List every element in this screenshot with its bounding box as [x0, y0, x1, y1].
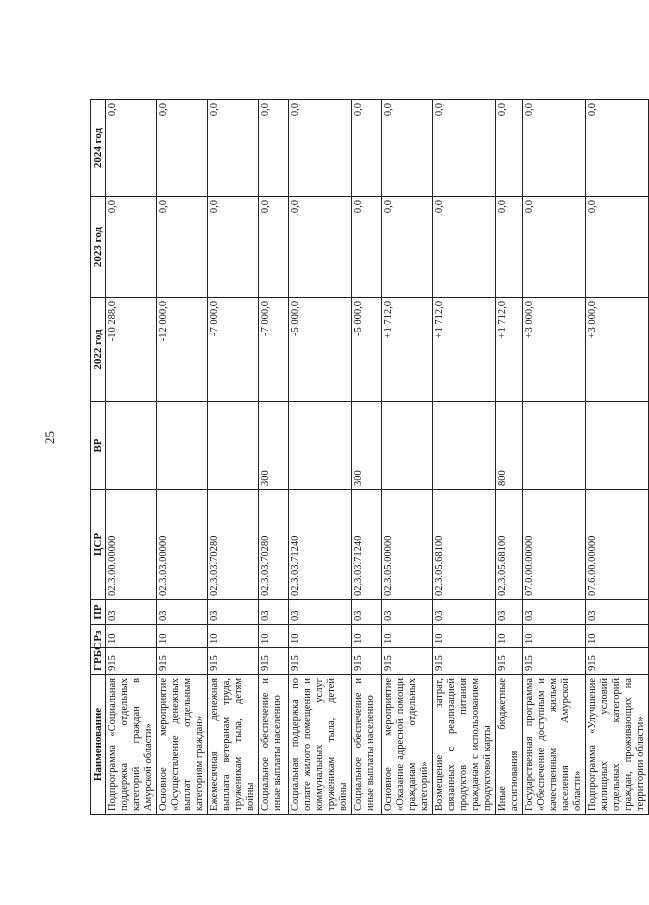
cell-2024: 0,0	[352, 100, 382, 197]
cell-pr: 03	[157, 600, 208, 625]
cell-vr	[289, 402, 352, 490]
cell-name: Основное мероприятие «Оказание адресной помощи гражданам отдельных категорий»	[382, 675, 433, 815]
table-row	[433, 100, 496, 815]
cell-csr: 07.6.00.00000	[586, 490, 649, 600]
cell-2023: 0,0	[208, 197, 259, 298]
cell-csr: 02.3.03.70280	[208, 490, 259, 600]
cell-csr: 02.3.03.70280	[259, 490, 289, 600]
cell-vr: 300	[259, 402, 289, 490]
cell-2024: 0,0	[259, 100, 289, 197]
cell-2022: -12 000,0	[157, 298, 208, 402]
cell-2024: 0,0	[208, 100, 259, 197]
cell-2024: 0,0	[382, 100, 433, 197]
header-rz: Рз	[91, 625, 106, 648]
cell-2024: 0,0	[496, 100, 523, 197]
cell-csr: 02.3.05.68100	[433, 490, 496, 600]
header-2024: 2024 год	[91, 100, 106, 197]
cell-csr: 02.3.00.00000	[106, 490, 157, 600]
page-number: 25	[42, 431, 57, 444]
cell-rz: 10	[352, 625, 382, 648]
table-row	[523, 100, 586, 815]
cell-vr: 800	[496, 402, 523, 490]
cell-name: Иные бюджетные ассигнования	[496, 675, 523, 815]
cell-grbs: 915	[289, 648, 352, 675]
cell-2023: 0,0	[289, 197, 352, 298]
cell-rz: 10	[259, 625, 289, 648]
cell-grbs: 915	[523, 648, 586, 675]
cell-2023: 0,0	[259, 197, 289, 298]
cell-pr: 03	[433, 600, 496, 625]
cell-2022: -7 000,0	[208, 298, 259, 402]
cell-vr	[382, 402, 433, 490]
cell-pr: 03	[208, 600, 259, 625]
table-row	[382, 100, 433, 815]
cell-pr: 03	[496, 600, 523, 625]
cell-grbs: 915	[259, 648, 289, 675]
budget-table	[90, 99, 649, 815]
cell-2024: 0,0	[523, 100, 586, 197]
cell-vr	[523, 402, 586, 490]
cell-rz: 10	[106, 625, 157, 648]
table-row	[157, 100, 208, 815]
cell-name: Возмещение затрат, связанных с реализацией продуктов питания гражданам с использованием продуктовой карты	[433, 675, 496, 815]
cell-grbs: 915	[208, 648, 259, 675]
cell-2022: -7 000,0	[259, 298, 289, 402]
cell-2022: +3 000,0	[586, 298, 649, 402]
cell-pr: 03	[523, 600, 586, 625]
header-csr: ЦСР	[91, 490, 106, 600]
cell-grbs: 915	[157, 648, 208, 675]
cell-pr: 03	[382, 600, 433, 625]
table-row	[259, 100, 289, 815]
cell-vr: 300	[352, 402, 382, 490]
cell-2022: -10 288,0	[106, 298, 157, 402]
table-header-row	[91, 100, 106, 815]
cell-2023: 0,0	[433, 197, 496, 298]
cell-2022: +1 712,0	[433, 298, 496, 402]
table-row	[496, 100, 523, 815]
cell-vr	[586, 402, 649, 490]
cell-pr: 03	[586, 600, 649, 625]
cell-2023: 0,0	[382, 197, 433, 298]
cell-2023: 0,0	[352, 197, 382, 298]
cell-grbs: 915	[433, 648, 496, 675]
header-2023: 2023 год	[91, 197, 106, 298]
cell-pr: 03	[259, 600, 289, 625]
cell-2023: 0,0	[586, 197, 649, 298]
cell-grbs: 915	[586, 648, 649, 675]
cell-pr: 03	[106, 600, 157, 625]
cell-vr	[157, 402, 208, 490]
cell-2022: +3 000,0	[523, 298, 586, 402]
cell-2023: 0,0	[523, 197, 586, 298]
cell-vr	[106, 402, 157, 490]
cell-2022: -5 000,0	[289, 298, 352, 402]
cell-2022: -5 000,0	[352, 298, 382, 402]
cell-name: Основное мероприятие «Осуществление денежных выплат отдельным категориям граждан»	[157, 675, 208, 815]
cell-2023: 0,0	[106, 197, 157, 298]
cell-rz: 10	[586, 625, 649, 648]
cell-rz: 10	[208, 625, 259, 648]
table-row	[289, 100, 352, 815]
cell-csr: 02.3.03.71240	[352, 490, 382, 600]
cell-rz: 10	[433, 625, 496, 648]
header-vr: ВР	[91, 402, 106, 490]
table-row	[106, 100, 157, 815]
table-row	[586, 100, 649, 815]
cell-name: Социальная поддержка по оплате жилого помещения и коммунальных услуг труженикам тыла, детей войны	[289, 675, 352, 815]
cell-2024: 0,0	[586, 100, 649, 197]
cell-grbs: 915	[382, 648, 433, 675]
header-2022: 2022 год	[91, 298, 106, 402]
table-row	[352, 100, 382, 815]
cell-name: Социальное обеспечение и иные выплаты населению	[259, 675, 289, 815]
cell-rz: 10	[496, 625, 523, 648]
cell-2022: +1 712,0	[382, 298, 433, 402]
cell-name: Государственная программа «Обеспечение доступным и качественным жильем населения Амурской области»	[523, 675, 586, 815]
cell-csr: 02.3.03.71240	[289, 490, 352, 600]
cell-csr: 02.3.05.00000	[382, 490, 433, 600]
cell-vr	[433, 402, 496, 490]
cell-rz: 10	[157, 625, 208, 648]
cell-grbs: 915	[496, 648, 523, 675]
cell-csr: 02.3.05.68100	[496, 490, 523, 600]
cell-csr: 02.3.03.00000	[157, 490, 208, 600]
header-name: Наименование	[91, 675, 106, 815]
cell-name: Подпрограмма «Улучшение жилищных условий отдельных категорий граждан, проживающих на территории области»	[586, 675, 649, 815]
cell-name: Подпрограмма «Социальная поддержка отдельных категорий граждан в Амурской области»	[106, 675, 157, 815]
cell-pr: 03	[352, 600, 382, 625]
cell-grbs: 915	[352, 648, 382, 675]
budget-table-rotated	[90, 100, 646, 815]
cell-rz: 10	[382, 625, 433, 648]
cell-rz: 10	[289, 625, 352, 648]
cell-2024: 0,0	[157, 100, 208, 197]
cell-2024: 0,0	[106, 100, 157, 197]
cell-csr: 07.0.00.00000	[523, 490, 586, 600]
cell-pr: 03	[289, 600, 352, 625]
table-row	[208, 100, 259, 815]
cell-name: Ежемесячная денежная выплата ветеранам труда, труженикам тыла, детям войны	[208, 675, 259, 815]
cell-2023: 0,0	[496, 197, 523, 298]
cell-vr	[208, 402, 259, 490]
cell-2022: +1 712,0	[496, 298, 523, 402]
cell-name: Социальное обеспечение и иные выплаты населению	[352, 675, 382, 815]
cell-grbs: 915	[106, 648, 157, 675]
cell-2024: 0,0	[289, 100, 352, 197]
header-pr: ПР	[91, 600, 106, 625]
cell-2024: 0,0	[433, 100, 496, 197]
cell-rz: 10	[523, 625, 586, 648]
cell-2023: 0,0	[157, 197, 208, 298]
header-grbs: ГРБС	[91, 648, 106, 675]
